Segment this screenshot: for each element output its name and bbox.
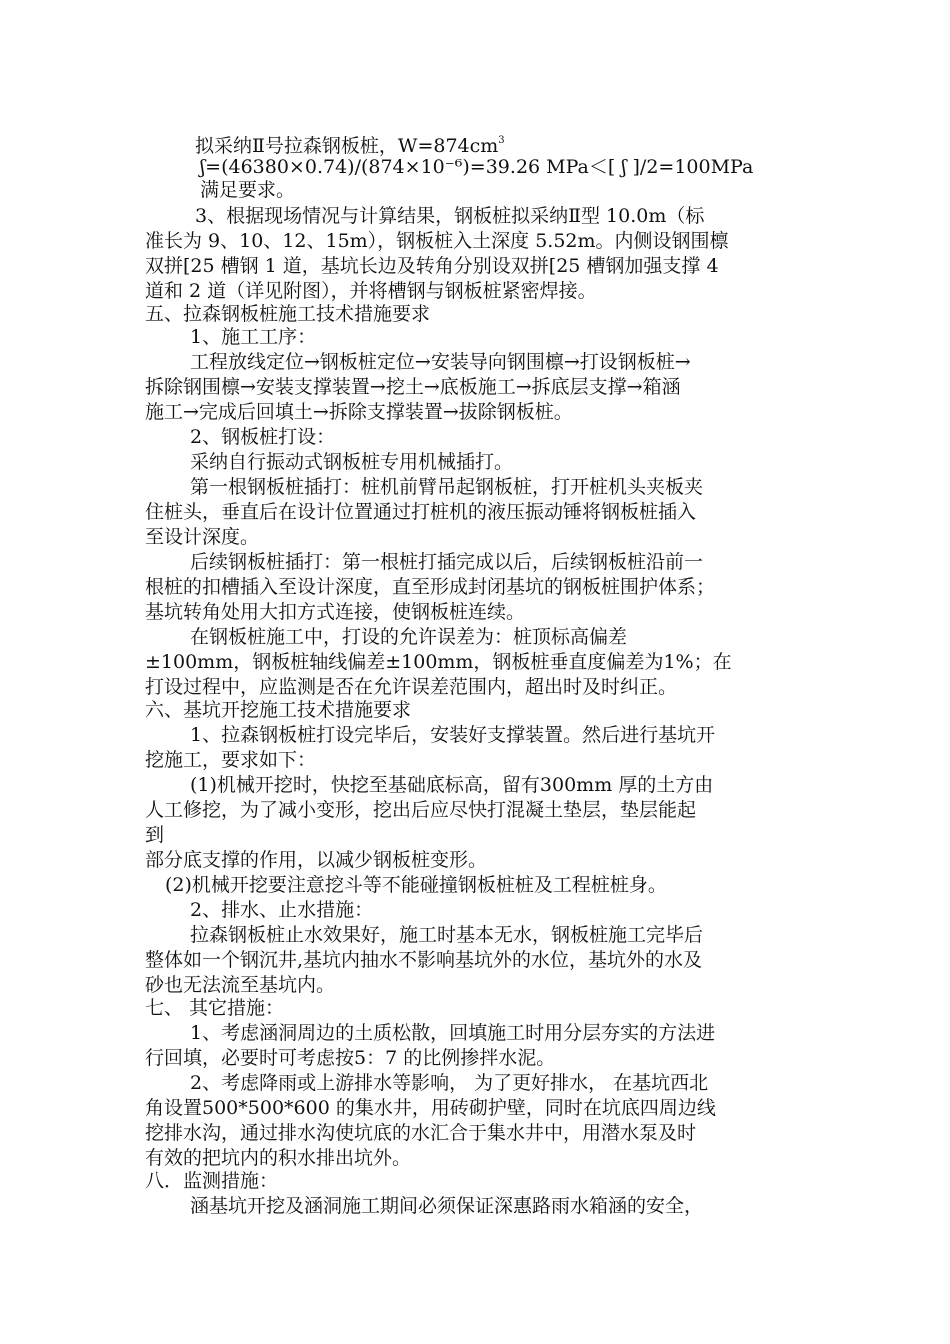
text-line: 采纳自行振动式钢板桩专用机械插打。 [190,451,514,473]
text-line: 整体如一个钢沉井,基坑内抽水不影响基坑外的水位，基坑外的水及 [145,949,703,971]
text-line: 3、根据现场情况与计算结果，钢板桩拟采纳Ⅱ型 10.0m（标 [195,205,705,227]
section-heading-5: 五、拉森钢板桩施工技术措施要求 [145,303,431,325]
text-line: 部分底支撑的作用，以减少钢板桩变形。 [145,849,488,871]
text-line: 根桩的扣槽插入至设计深度，直至形成封闭基坑的钢板桩围护体系； [145,576,716,598]
text-line: 工程放线定位→钢板桩定位→安装导向钢围檩→打设钢板桩→ [190,351,691,373]
text-line: 打设过程中，应监测是否在允许误差范围内，超出时及时纠正。 [145,676,678,698]
subsection-heading: 1、施工工序： [190,326,317,348]
text-line: 1、考虑涵洞周边的土质松散，回填施工时用分层夯实的方法进 [190,1022,716,1044]
text-line: 至设计深度。 [145,526,260,548]
text-line: 到 [145,824,165,846]
formula-line-1: 拟采纳Ⅱ号拉森钢板桩，$W=874cm^3$ [195,135,505,157]
text-line: 2、考虑降雨或上游排水等影响， 为了更好排水， 在基坑西北 [190,1072,709,1094]
text-line: 后续钢板桩插打：第一根桩打插完成以后，后续钢板桩沿前一 [190,551,704,573]
subsection-heading: 2、钢板桩打设： [190,426,336,448]
text-line: 准长为 9、10、12、15m），钢板桩入土深度 5.52m。内侧设钢围檩 [145,230,729,252]
text-line: 挖排水沟，通过排水沟使坑底的水汇合于集水井中，用潜水泵及时 [145,1122,697,1144]
text-line: 行回填，必要时可考虑按5：7 的比例掺拌水泥。 [145,1047,556,1069]
text-line: 满足要求。 [200,179,296,201]
text-line: 角设置500*500*600 的集水井，用砖砌护壁，同时在坑底四周边线 [145,1097,716,1119]
section-heading-7: 七、 其它措施： [145,997,285,1019]
text-line: 施工→完成后回填土→拆除支撑装置→拔除钢板桩。 [145,401,573,423]
text-line: 砂也无法流至基坑内。 [145,974,336,996]
text-line: 住桩头，垂直后在设计位置通过打桩机的液压振动锤将钢板桩插入 [145,501,697,523]
text-line: 双拼[25 槽钢 1 道，基坑长边及转角分别设双拼[25 槽钢加强支撑 4 [145,255,719,277]
text-line: 在钢板桩施工中，打设的允许误差为：桩顶标高偏差 [190,626,628,648]
text-line: 基坑转角处用大扣方式连接，使钢板桩连续。 [145,601,526,623]
text-line: 挖施工，要求如下： [145,749,317,771]
text-line: 有效的把坑内的积水排出坑外。 [145,1147,412,1169]
section-heading-8: 八．监测措施： [145,1170,279,1192]
text-line: 第一根钢板桩插打：桩机前臂吊起钢板桩，打开桩机头夹板夹 [190,476,704,498]
text-line: 道和 2 道（详见附图），并将槽钢与钢板桩紧密焊接。 [145,280,597,302]
section-heading-6: 六、基坑开挖施工技术措施要求 [145,699,412,721]
text-line: ±100mm，钢板桩轴线偏差±100mm，钢板桩垂直度偏差为1%；在 [145,651,732,673]
superscript-3: 3 [498,135,505,146]
text-line: 拉森钢板桩止水效果好，施工时基本无水，钢板桩施工完毕后 [190,924,704,946]
text-line: (1)机械开挖时，快挖至基础底标高，留有300mm 厚的土方由 [190,774,714,796]
text-line: 拆除钢围檩→安装支撑装置→挖土→底板施工→拆底层支撑→箱涵 [145,376,681,398]
text-line: (2)机械开挖要注意挖斗等不能碰撞钢板桩桩及工程桩桩身。 [165,874,667,896]
text-line: 涵基坑开挖及涵洞施工期间必须保证深惠路雨水箱涵的安全， [190,1195,704,1217]
text-line: 人工修挖，为了减小变形，挖出后应尽快打混凝土垫层，垫层能起 [145,799,697,821]
text-line: 1、拉森钢板桩打设完毕后，安装好支撑装置。然后进行基坑开 [190,724,716,746]
subsection-heading: 2、排水、止水措施： [190,899,374,921]
formula-line-2: ʃ=(46380×0.74)/(874×10⁻⁶)=39.26 MPa＜[ ʃ ]/2=100MPa [200,156,754,178]
